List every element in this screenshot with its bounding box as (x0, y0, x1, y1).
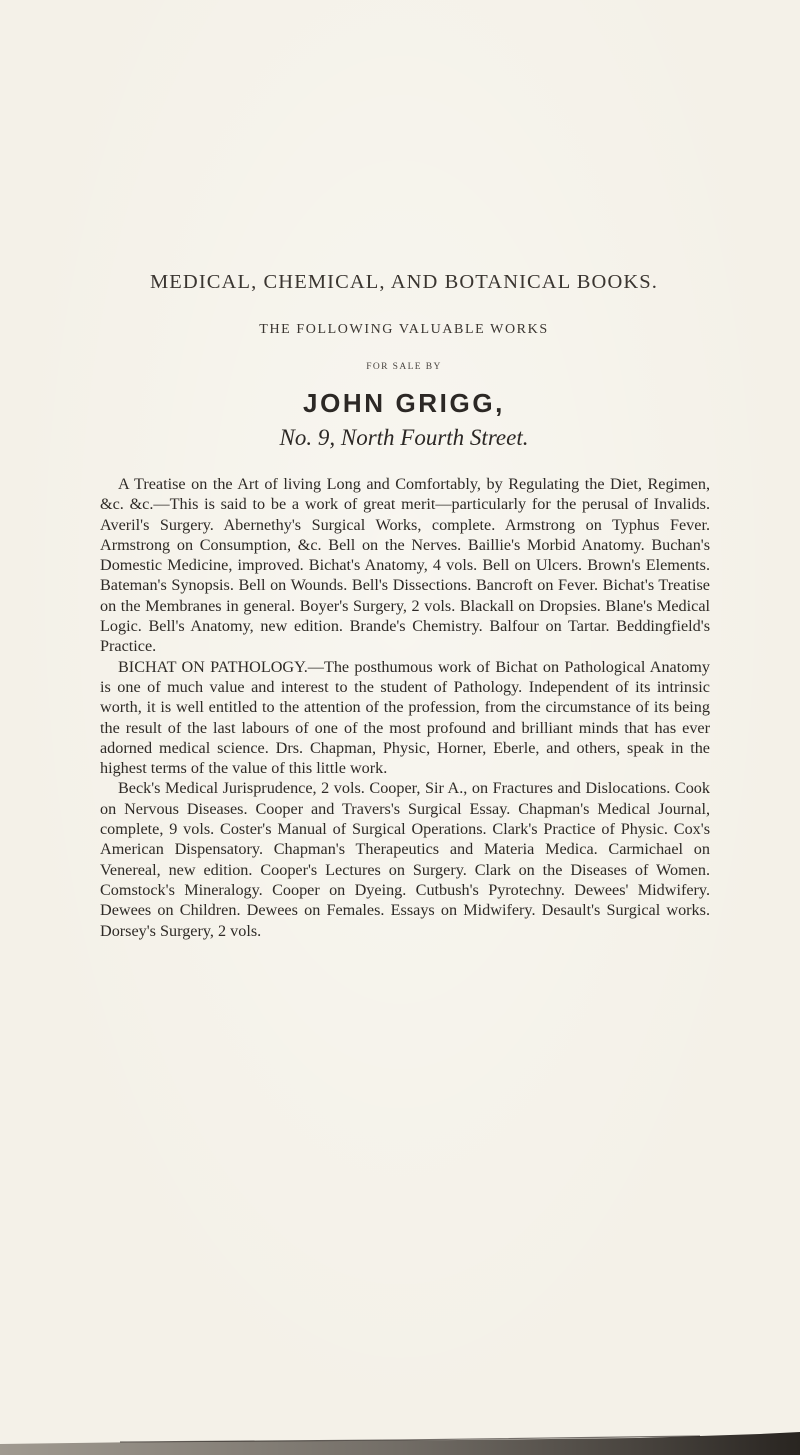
paragraph-bichat-pathology: BICHAT ON PATHOLOGY.—The posthumous work of Bichat on Pathological Anatomy is one of much value and interest to the student of Pathology. Independent of its intrinsic worth, it is well entitled to the attention of the profession, from the circumstance of its being the result of the last labours of one of the most profound and brilliant minds that has ever adorned medical science. Drs. Chapman, Physic, Horner, Eberle, and others, speak in the highest terms of the value of this little work. (100, 657, 710, 778)
catalogue-subheading: THE FOLLOWING VALUABLE WORKS (259, 322, 549, 337)
catalogue-heading: MEDICAL, CHEMICAL, AND BOTANICAL BOOKS. (149, 271, 658, 293)
page-bottom-edge-shadow (0, 1432, 800, 1455)
catalogue-body (100, 474, 710, 941)
for-sale-by-line: FOR SALE BY (366, 362, 442, 372)
paragraph-c-d-titles: Beck's Medical Jurisprudence, 2 vols. Cooper, Sir A., on Fractures and Dislocations. Cook on Nervous Diseases. Cooper and Travers's Surgical Essay. Chapman's Medical Journal, complete, 9 vols. Coster's Manual of Surgical Operations. Clark's Practice of Physic. Cox's American Dispensatory. Chapman's Therapeutics and Materia Medica. Carmichael on Venereal, new edition. Cooper's Lectures on Surgery. Clark on the Diseases of Women. Comstock's Mineralogy. Cooper on Dyeing. Cutbush's Pyrotechny. Dewees' Midwifery. Dewees on Children. Dewees on Females. Essays on Midwifery. Desault's Surgical works. Dorsey's Surgery, 2 vols. (100, 779, 710, 940)
publisher-name: JOHN GRIGG, (303, 388, 505, 418)
paragraph-a-b-titles: A Treatise on the Art of living Long and Comfortably, by Regulating the Diet, Regimen, &c. &c.—This is said to be a work of great merit—particularly for the perusal of Invalids. Averil's Surgery. Abernethy's Surgical Works, complete. Armstrong on Typhus Fever. Armstrong on Consumption, &c. Bell on the Nerves. Baillie's Morbid Anatomy. Buchan's Domestic Medicine, improved. Bichat's Anatomy, 4 vols. Bell on Ulcers. Brown's Elements. Bateman's Synopsis. Bell on Wounds. Bell's Dissections. Bancroft on Fever. Bichat's Treatise on the Membranes in general. Boyer's Surgery, 2 vols. Blackall on Dropsies. Blane's Medical Logic. Bell's Anatomy, new edition. Brande's Chemistry. Balfour on Tartar. Beddingfield's Practice. (100, 475, 710, 656)
publisher-address: No. 9, North Fourth Street. (279, 425, 529, 450)
